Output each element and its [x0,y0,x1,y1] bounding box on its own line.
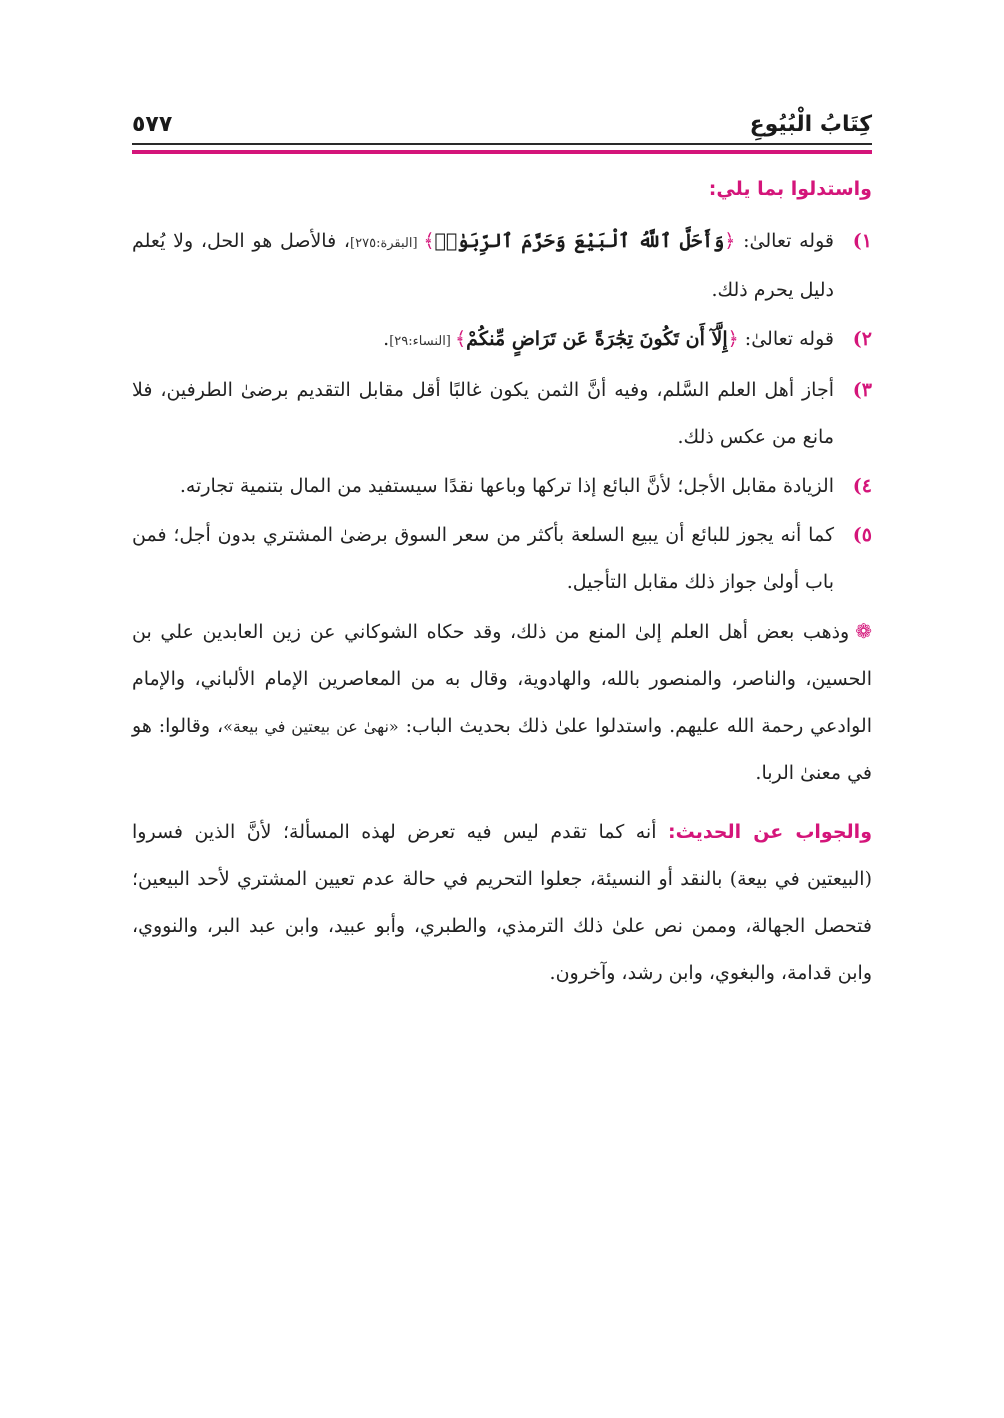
quran-verse: إِلَّآ أَن تَكُونَ تِجَٰرَةً عَن تَرَاضٍ مِّنكُمْ [466,328,728,350]
section-heading: واستدلوا بما يلي: [708,178,872,200]
quran-close-bracket: ﴾ [455,328,467,350]
item-text-pre: قوله تعالىٰ: [738,328,834,350]
hadith-quote: «نهىٰ عن بيعتين في بيعة» [223,717,399,736]
opinion-text-after: ، وقالوا: هو في معنىٰ الربا. [132,715,872,784]
page-content [132,170,872,997]
page-number: ٥٧٧ [132,112,173,137]
verse-reference: [النساء:٢٩] [389,334,456,349]
header-rule-accent [132,150,872,154]
opinion-text-before: وذهب بعض أهل العلم إلىٰ المنع من ذلك، وقد حكاه الشوكاني عن زين العابدين علي بن الحسين، والناصر، والمنصور بالله، والهادوية، وقال به من المعاصرين الإمام الألباني، والإمام الوادعي رحمة الله عليهم. واستدلوا علىٰ ذلك بحديث الباب: [132,621,872,737]
item-text-pre: قوله تعالىٰ: [735,230,834,252]
item-number: ٣) [852,379,872,401]
list-item-2 [132,316,872,365]
item-number: ٢) [852,328,872,350]
quran-verse: وَأَحَلَّ ٱللَّهُ ٱلْبَيْعَ وَحَرَّمَ ٱلرِّبَوٰا۟ [434,230,725,252]
quran-open-bracket: ﴿ [727,328,739,350]
book-title: كِتَابُ الْبُيُوعِ [749,112,872,137]
list-item-3 [132,367,872,461]
verse-reference: [البقرة:٢٧٥] [350,236,424,251]
quran-close-bracket: ﴾ [423,230,435,252]
item-text-post: ، فالأصل هو الحل، ولا يُعلم دليل يحرم ذلك. [132,230,834,301]
flower-icon: ❁ [855,619,872,643]
answer-text: أنه كما تقدم ليس فيه تعرض لهذه المسألة؛ لأنَّ الذين فسروا (البيعتين في بيعة) بالنقد أو النسيئة، جعلوا التحريم في حالة عدم تعيين المشتري لأحد البيعين؛ فتحصل الجهالة، وممن نص علىٰ ذلك الترمذي، والطبري، وأبو عبيد، وابن عبد البر، والنووي، وابن قدامة، والبغوي، وابن رشد، وآخرون. [132,821,872,984]
item-text: أجاز أهل العلم السَّلم، وفيه أنَّ الثمن يكون غالبًا أقل مقابل التقديم برضىٰ الطرفين، فلا مانع من عكس ذلك. [132,379,834,448]
answer-paragraph [132,809,872,997]
item-number: ٥) [852,524,872,546]
header-rule-dark [132,143,872,145]
page-header [132,104,872,144]
answer-label: والجواب عن الحديث: [667,821,872,843]
item-text: الزيادة مقابل الأجل؛ لأنَّ البائع إذا تركها وباعها نقدًا سيستفيد من المال بتنمية تجارته. [179,475,834,497]
opinion-paragraph [132,608,872,797]
page [132,0,872,1418]
item-text-post: . [383,328,390,350]
paragraph-gap [132,797,872,809]
list-item-4 [132,463,872,510]
list-item-1 [132,218,872,314]
item-number: ٤) [852,475,872,497]
item-text: كما أنه يجوز للبائع أن يبيع السلعة بأكثر من سعر السوق برضىٰ المشتري بدون أجل؛ فمن باب أولىٰ جواز ذلك مقابل التأجيل. [132,524,834,593]
list-item-5 [132,512,872,606]
item-number: ١) [852,230,872,252]
quran-open-bracket: ﴿ [724,230,736,252]
